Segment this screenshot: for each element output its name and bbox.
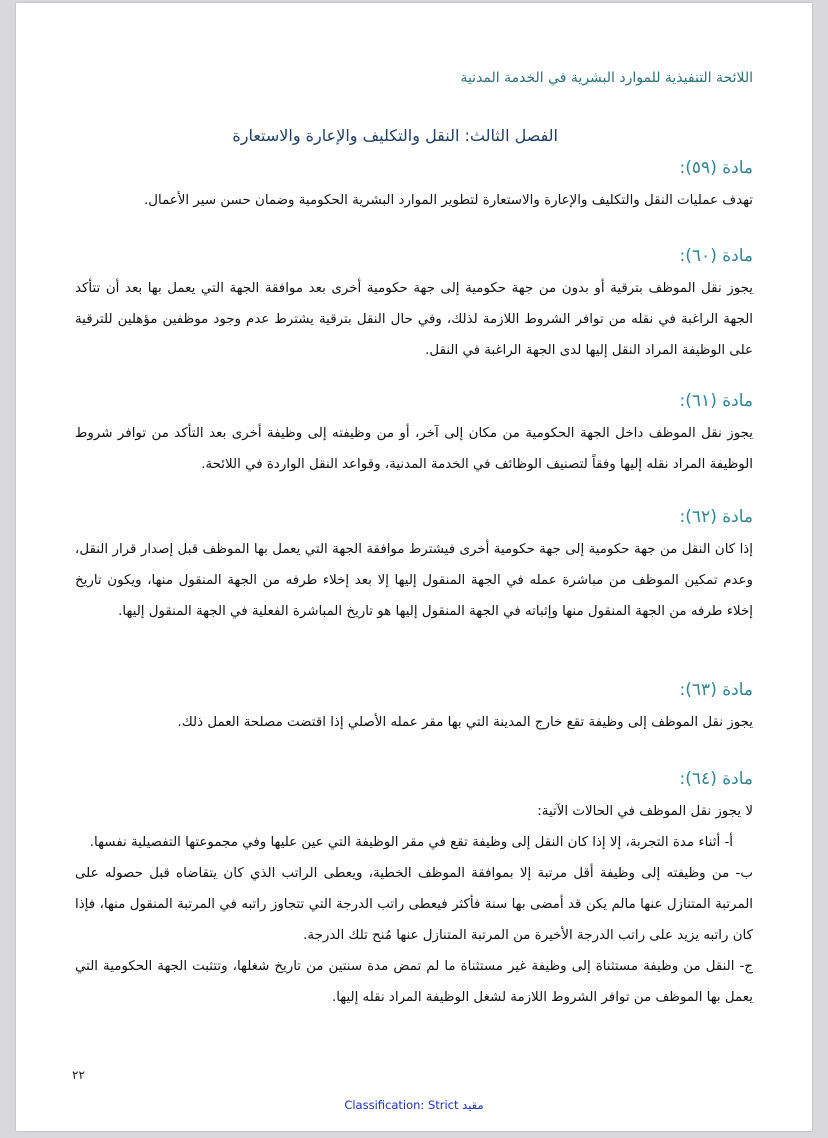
article-62 xyxy=(75,507,753,627)
list-item: ج- النقل من وظيفة مستثناة إلى وظيفة غير مستثناة ما لم تمض مدة سنتين من تاريخ شغلها، وتتثبت الجهة الحكومية التي يعمل بها الموظف من توافر الشروط اللازمة لشغل الوظيفة المراد نقله إليها. xyxy=(75,959,753,1005)
article-title: مادة (٦٢): xyxy=(679,507,753,527)
list-item: ب- من وظيفته إلى وظيفة أقل مرتبة إلا بموافقة الموظف الخطية، ويعطى الراتب الذي كان يتقاضاه قبل حصوله على المرتبة المتنازل عنها مالم يكن قد أمضى بها سنة فأكثر فيعطى راتب الدرجة التي تتجاوز راتبه في المرتبة المنقول منها، فإذا كان راتبه يزيد على راتب الدرجة الأخيرة من المرتبة المتنازل عنها مُنح تلك الدرجة. xyxy=(75,866,753,943)
list-item: أ- أثناء مدة التجربة، إلا إذا كان النقل إلى وظيفة تقع في مقر الوظيفة التي عين عليها وفي مجموعتها التفصيلية نفسها. xyxy=(89,835,733,850)
article-text: تهدف عمليات النقل والتكليف والإعارة والاستعارة لتطوير الموارد البشرية الحكومية وضمان حسن سير الأعمال. xyxy=(144,193,753,208)
article-text: إذا كان النقل من جهة حكومية إلى جهة حكومية أخرى فيشترط موافقة الجهة التي يعمل بها الموظف قبل إصدار قرار النقل، وعدم تمكين الموظف من مباشرة عمله في الجهة المنقول إليها إلا بعد إخلاء طرفه من الجهة المنقول منها، ويكون تاريخ إخلاء طرفه من الجهة المنقول منها وإثباته في الجهة المنقول إليها هو تاريخ المباشرة الفعلية في الجهة المنقول إليها. xyxy=(75,542,753,619)
article-title: مادة (٦٣): xyxy=(679,680,753,700)
article-title: مادة (٦٠): xyxy=(679,246,753,266)
article-59 xyxy=(75,158,753,216)
article-text: يجوز نقل الموظف بترقية أو بدون من جهة حكومية إلى جهة حكومية أخرى بعد موافقة الجهة التي يعمل بها بعد أن تتأكد الجهة الراغبة في نقله من توافر الشروط اللازمة لذلك، وفي حال النقل بترقية يشترط عدم وجود موظفين مؤهلين للترقية على الوظيفة المراد النقل إليها لدى الجهة الراغبة في النقل. xyxy=(75,281,753,358)
header-title: اللائحة التنفيذية للموارد البشرية في الخدمة المدنية xyxy=(460,70,753,86)
chapter-title: الفصل الثالث: النقل والتكليف والإعارة والاستعارة xyxy=(232,126,558,145)
document-page xyxy=(16,3,812,1131)
article-60 xyxy=(75,246,753,366)
article-text: يجوز نقل الموظف داخل الجهة الحكومية من مكان إلى آخر، أو من وظيفته إلى وظيفة أخرى بعد التأكد من توافر شروط الوظيفة المراد نقله إليها وفقاً لتصنيف الوظائف في الخدمة المدنية، وقواعد النقل الواردة في اللائحة. xyxy=(75,426,753,472)
article-title: مادة (٥٩): xyxy=(679,158,753,178)
article-63 xyxy=(75,680,753,738)
article-title: مادة (٦١): xyxy=(679,391,753,411)
article-title: مادة (٦٤): xyxy=(679,769,753,789)
article-text: يجوز نقل الموظف إلى وظيفة تقع خارج المدينة التي بها مقر عمله الأصلي إذا اقتضت مصلحة العمل ذلك. xyxy=(177,715,753,730)
article-61 xyxy=(75,391,753,480)
page-number: ٢٢ xyxy=(72,1068,85,1082)
article-64 xyxy=(75,769,753,1013)
article-intro: لا يجوز نقل الموظف في الحالات الآتية: xyxy=(537,804,753,819)
classification-label: Classification: Strict مقيد xyxy=(344,1098,484,1112)
